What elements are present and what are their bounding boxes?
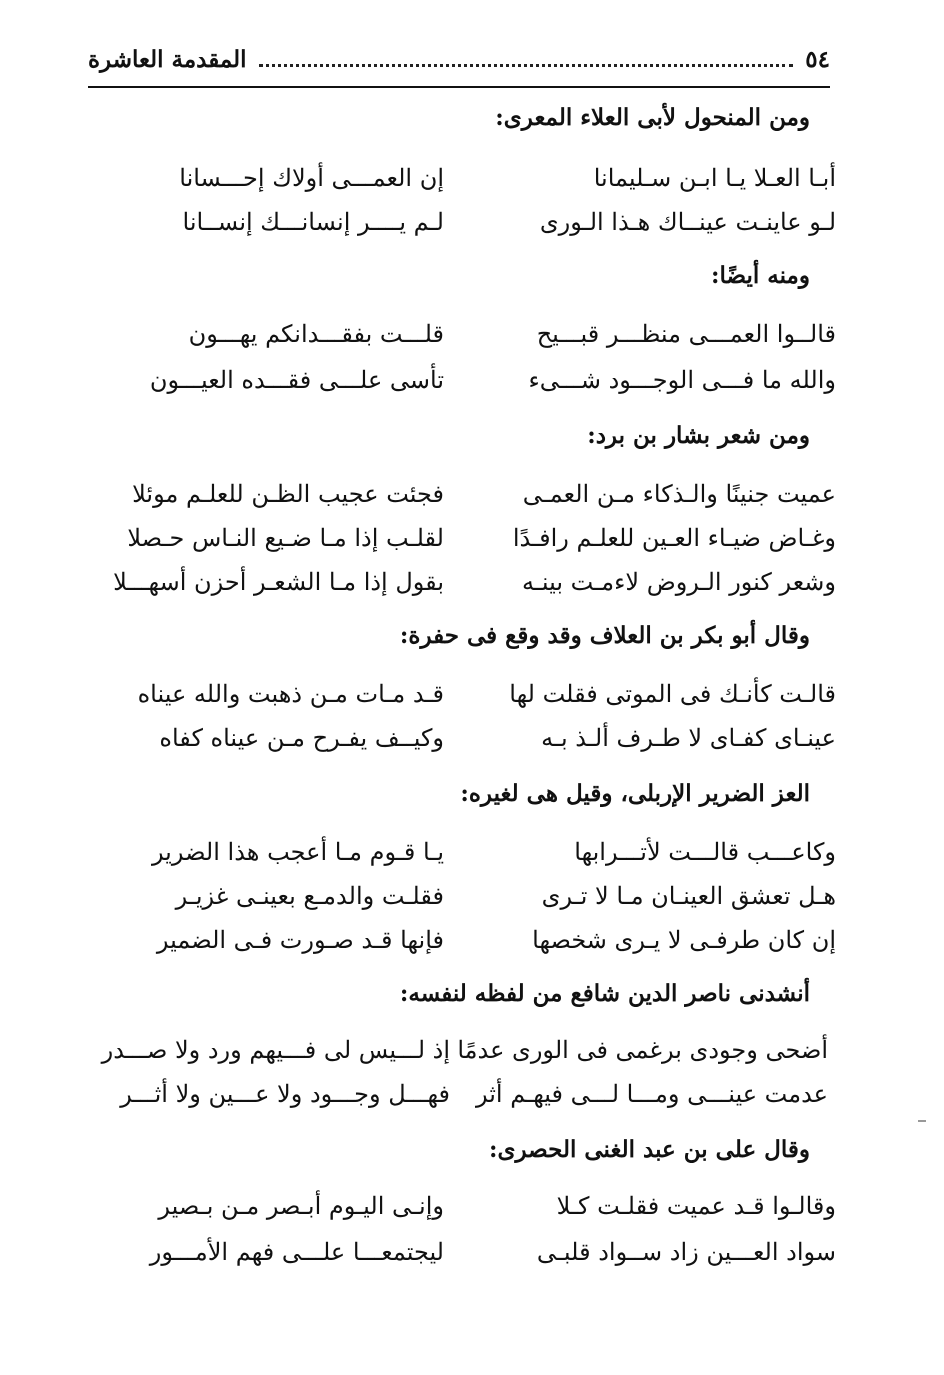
scan-mark: [918, 1120, 926, 1122]
verse-second-hemistich: يـا قـوم مـا أعجب هذا الضرير: [151, 838, 444, 866]
verse-first-hemistich: وغـاض ضيـاء العـين للعلـم رافـدًا: [512, 524, 836, 552]
verse-second-hemistich: بقول إذا مـا الشعـر أحزن أسهـــلا: [113, 568, 444, 596]
verse-second-hemistich: لقلـب إذا مـا ضـيع النـاس حـصلا: [127, 524, 444, 552]
verse-first-hemistich: عميت جنينًا والـذكاء مـن العمـى: [522, 480, 836, 508]
verse-first-hemistich: وشعر كنور الـروض لاءمـت بينـه: [521, 568, 836, 596]
section-title: المقدمة العاشرة: [88, 45, 247, 73]
verse-second-hemistich: ليجتمعـــا علـــى فهم الأمـــور: [149, 1238, 444, 1266]
verse-second-hemistich: تأسى علـــى فقـــده العيـــون: [149, 366, 444, 394]
verse-second-hemistich: فهـــل وجـــود ولا عـــين ولا أثـــر: [120, 1080, 450, 1108]
verse-first-hemistich: إن كان طرفـى لا يـرى شخصها: [532, 926, 836, 954]
header-leader-dots: [259, 64, 794, 67]
verse-first-hemistich: وقالـوا قـد عميت فقلـت كـلا: [556, 1192, 836, 1220]
verse-second-hemistich: قـد مـات مـن ذهبت والله عيناه: [137, 680, 444, 708]
verse-first-hemistich: سواد العـــين زاد ســواد قلبـى: [536, 1238, 836, 1266]
poem-intro: ومن المنحول لأبى العلاء المعرى:: [495, 104, 810, 131]
page-number: ٥٤: [805, 45, 830, 73]
verse-first-hemistich: هـل تعشق العينـان مـا لا تـرى: [541, 882, 836, 910]
verse-first-hemistich: قالــوا العمـــى منظـــر قبـــيح: [536, 320, 836, 348]
page-header: [88, 38, 830, 80]
poem-intro: العز الضرير الإربلى، وقيل هى لغيره:: [460, 780, 810, 807]
verse-second-hemistich: وكيــف يفـرح مـن عيناه كفاه: [159, 724, 444, 752]
poem-intro: أنشدنى ناصر الدين شافع من لفظه لنفسه:: [399, 980, 810, 1007]
verse-first-hemistich: أبـا العـلا يـا ابـن سـليمانا: [593, 164, 836, 192]
poem-intro: وقال أبو بكر بن العلاف وقد وقع فى حفرة:: [399, 622, 810, 649]
verse-second-hemistich: قلـــت بفقـــدانكم يهـــون: [188, 320, 444, 348]
verse-second-hemistich: فجئت عجيب الظـن للعلـم موئلا: [132, 480, 444, 508]
verse-first-hemistich: والله ما فـــى الوجـــود شـــىء: [528, 366, 836, 394]
verse-first-hemistich: قالـت كأنـك فى الموتى فقلت لها: [509, 680, 836, 708]
verse-first-hemistich: لـو عاينـت عينــاك هـذا الـورى: [539, 208, 836, 236]
verse-second-hemistich: إن العمـــى أولاك إحـــسانا: [179, 164, 444, 192]
verse-second-hemistich: فقلـت والدمـع بعينـى غزيـر: [175, 882, 444, 910]
verse-first-hemistich: وكاعـــب قالـــت لأتـــرابها: [574, 838, 836, 866]
poem-intro: ومنه أيضًا:: [711, 262, 810, 289]
verse-second-hemistich: لـم يــــر إنسانـــك إنســانا: [182, 208, 444, 236]
verse-second-hemistich: إذ لـــيس لى فـــيهم ورد ولا صـــدر: [101, 1036, 450, 1064]
verse-first-hemistich: عدمت عينـــى ومـــا لـــى فيهـم أثر: [475, 1080, 828, 1108]
poem-intro: وقال على بن عبد الغنى الحصرى:: [489, 1136, 810, 1163]
verse-first-hemistich: عينـاى كفـاى لا طـرف ألـذ بـه: [541, 724, 836, 752]
poem-intro: ومن شعر بشار بن برد:: [587, 422, 810, 449]
verse-second-hemistich: فإنها قـد صـورت فـى الضمير: [156, 926, 444, 954]
verse-second-hemistich: وإنـى اليـوم أبـصر مـن بـصير: [158, 1192, 444, 1220]
verse-first-hemistich: أضحى وجودى برغمى فى الورى عدمًا: [457, 1036, 828, 1064]
header-rule: [88, 86, 830, 88]
